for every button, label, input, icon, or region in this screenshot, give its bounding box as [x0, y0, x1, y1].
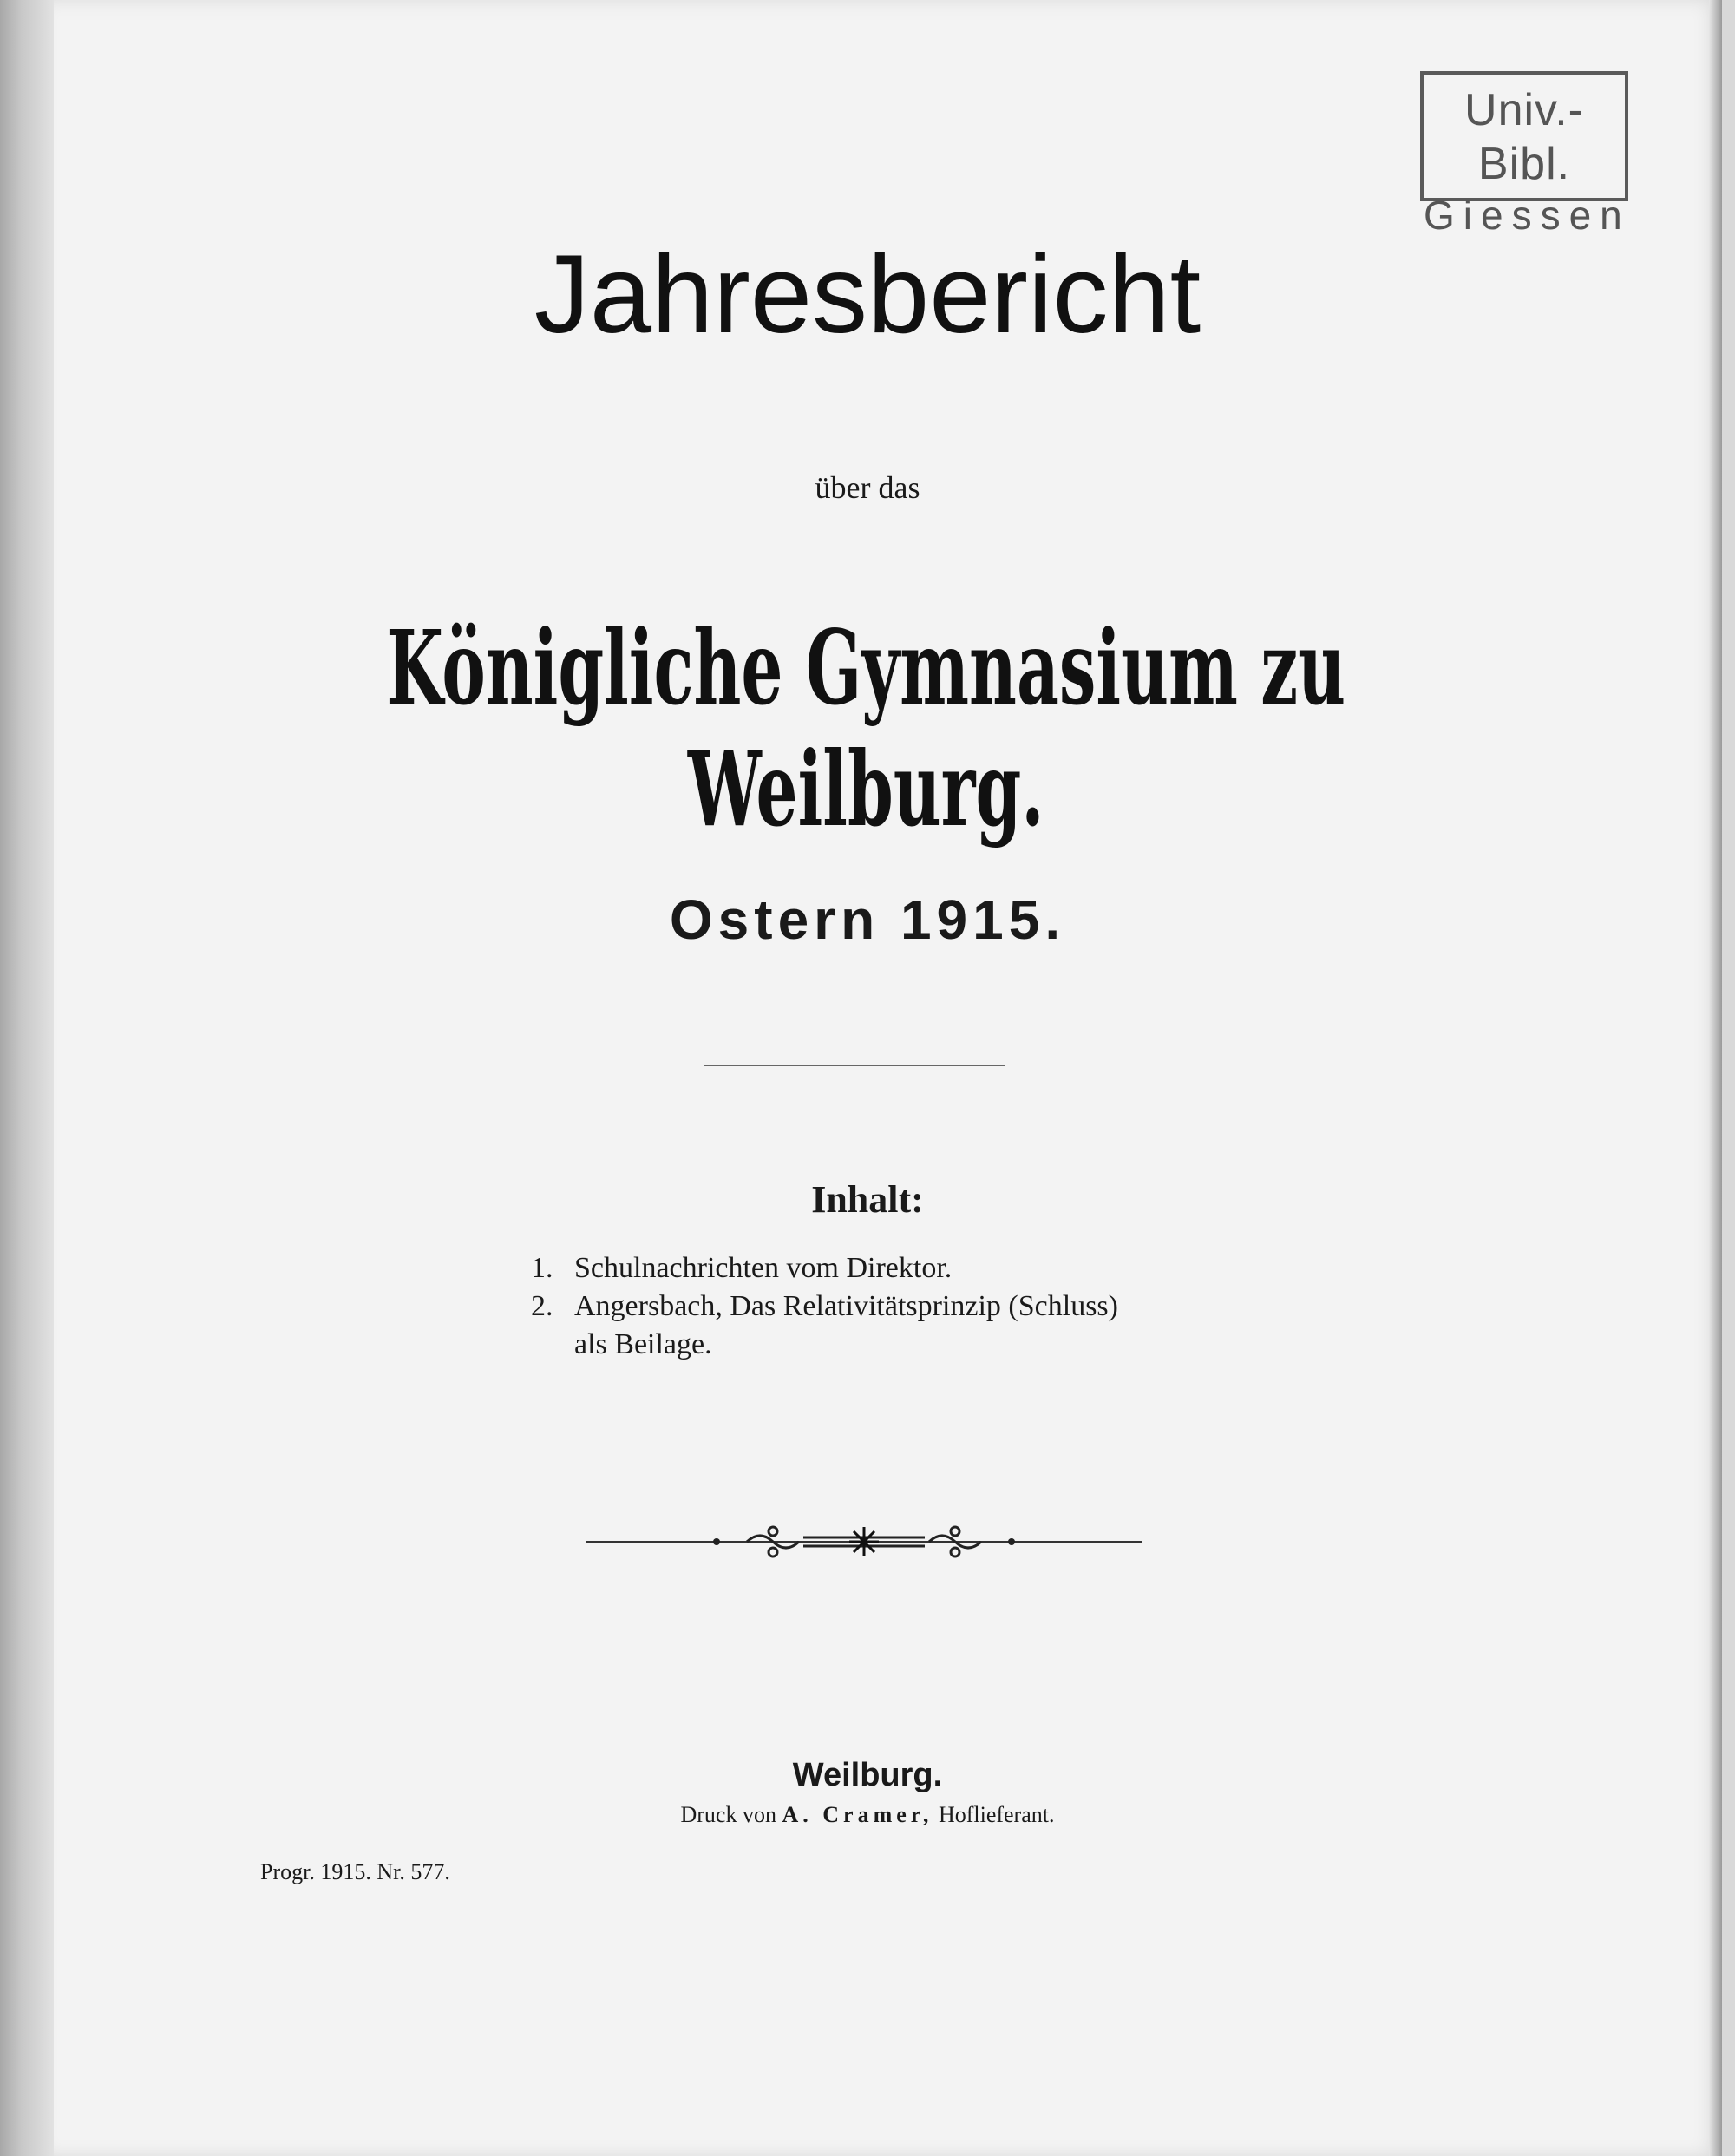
- contents-item-continuation: [531, 1326, 1118, 1364]
- institution-name: Königliche Gymnasium zu Weilburg.: [386, 607, 1345, 849]
- divider-rule: [704, 1065, 1005, 1066]
- ornament-divider-icon: [586, 1520, 1142, 1563]
- printer-suffix: Hoflieferant.: [938, 1802, 1055, 1827]
- item-number: 2.: [531, 1290, 553, 1322]
- library-stamp: [1420, 71, 1631, 238]
- contents-heading: Inhalt:: [811, 1178, 924, 1221]
- printer-prefix: Druck von: [680, 1802, 776, 1827]
- contents-item: [531, 1288, 1118, 1326]
- stamp-line-2: Giessen: [1424, 193, 1631, 238]
- document-title: Jahresbericht: [534, 233, 1201, 357]
- item-continuation-text: als Beilage.: [574, 1328, 712, 1360]
- subtitle: über das: [815, 470, 920, 505]
- report-date: Ostern 1915.: [669, 888, 1066, 951]
- contents-item: [531, 1249, 1118, 1288]
- item-text: Angersbach, Das Relativitätsprinzip (Schluss): [574, 1290, 1118, 1322]
- program-reference: Progr. 1915. Nr. 577.: [260, 1859, 450, 1884]
- imprint-place: Weilburg.: [792, 1757, 943, 1793]
- item-text: Schulnachrichten vom Direktor.: [574, 1252, 953, 1284]
- printer-line: [0, 1799, 1735, 1831]
- stamp-line-1: Univ.-Bibl.: [1464, 85, 1584, 189]
- item-number: 1.: [531, 1252, 553, 1284]
- contents-list: [531, 1249, 1118, 1364]
- printer-name: A. Cramer,: [782, 1802, 933, 1827]
